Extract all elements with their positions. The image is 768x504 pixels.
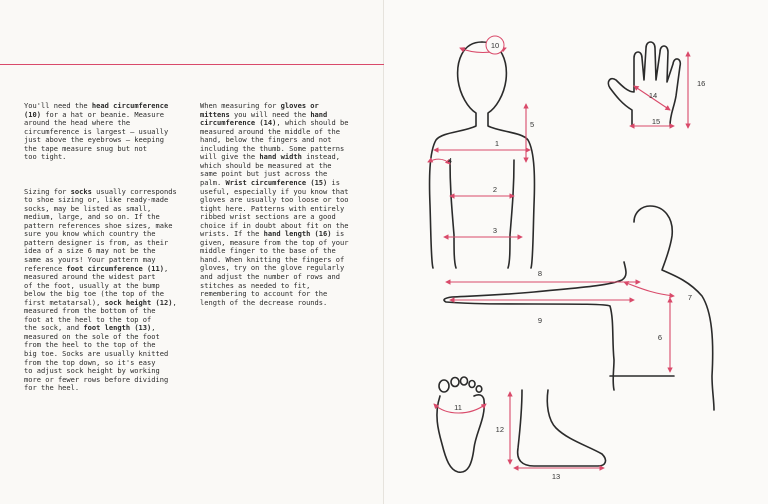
label-1: 1 [494, 139, 500, 148]
hand-figure [608, 42, 680, 126]
paragraph-socks: Sizing for socks usually corresponds to shoe sizing or, like ready-made socks, may be listed as small, medium, large, and so on. If the pattern references shoe sizes, make sure you know which country the pattern designer is from, as their idea of a size 6 may not be the same as yours! Your pattern may reference foot circumference (11), measured around the widest part of the foot, usually at the bump below the big toe (the top of the first metatarsal), sock height (12), measured from the bottom of the foot at the heel to the top of the sock, and foot length (13), measured on the sole of the foot from the heel to the top of the big toe. Socks are usually knitted from the top down, so it's easy to adjust sock height by working more or fewer rows before dividing for the heel. [24, 186, 177, 393]
label-4: 4 [447, 156, 453, 165]
foot-sole-figure [437, 377, 484, 472]
measurement-arrows [428, 48, 688, 468]
label-2: 2 [492, 185, 498, 194]
text-column-2 [200, 85, 376, 324]
label-7: 7 [687, 293, 692, 302]
label-5: 5 [530, 120, 535, 129]
paragraph-head-circumference: You'll need the head circumference (10) for a hat or beanie. Measure around the head where the circumference is largest – usually just above the eyebrows – keeping the tape measure snug but not too tight. [24, 101, 169, 162]
label-16: 16 [697, 79, 706, 88]
paragraph-gloves: When measuring for gloves or mittens you will need the hand circumference (14), which should be measured around the middle of the hand, below the fingers and not including the thumb. Some patterns will give the hand width instead, which should be measured at the same point but just across the palm. Wrist circumference (15) is useful, especially if you know that gloves are usually too loose or too tight here. Patterns with entirely ribbed wrist sections are a good choice if in doubt about fit on the wrists. If the hand length (16) is given, measure from the top of your middle finger to the base of the hand. When knitting the fingers of gloves, try on the glove regularly and adjust the number of rows and stitches as needed to fit, remembering to account for the length of the decrease rounds. [200, 101, 349, 307]
label-3: 3 [492, 226, 498, 235]
header-rule [0, 64, 384, 65]
label-11: 11 [454, 403, 462, 412]
label-12: 12 [495, 425, 504, 434]
label-10: 10 [490, 41, 500, 50]
text-column-1 [24, 85, 196, 410]
label-9: 9 [537, 316, 543, 325]
label-8: 8 [537, 269, 543, 278]
label-13: 13 [551, 472, 561, 481]
label-15: 15 [651, 117, 661, 126]
torso-figure [430, 42, 535, 268]
label-14: 14 [648, 91, 658, 100]
measurement-illustrations [384, 0, 768, 504]
label-6: 6 [657, 333, 662, 342]
foot-side-figure [518, 390, 606, 466]
